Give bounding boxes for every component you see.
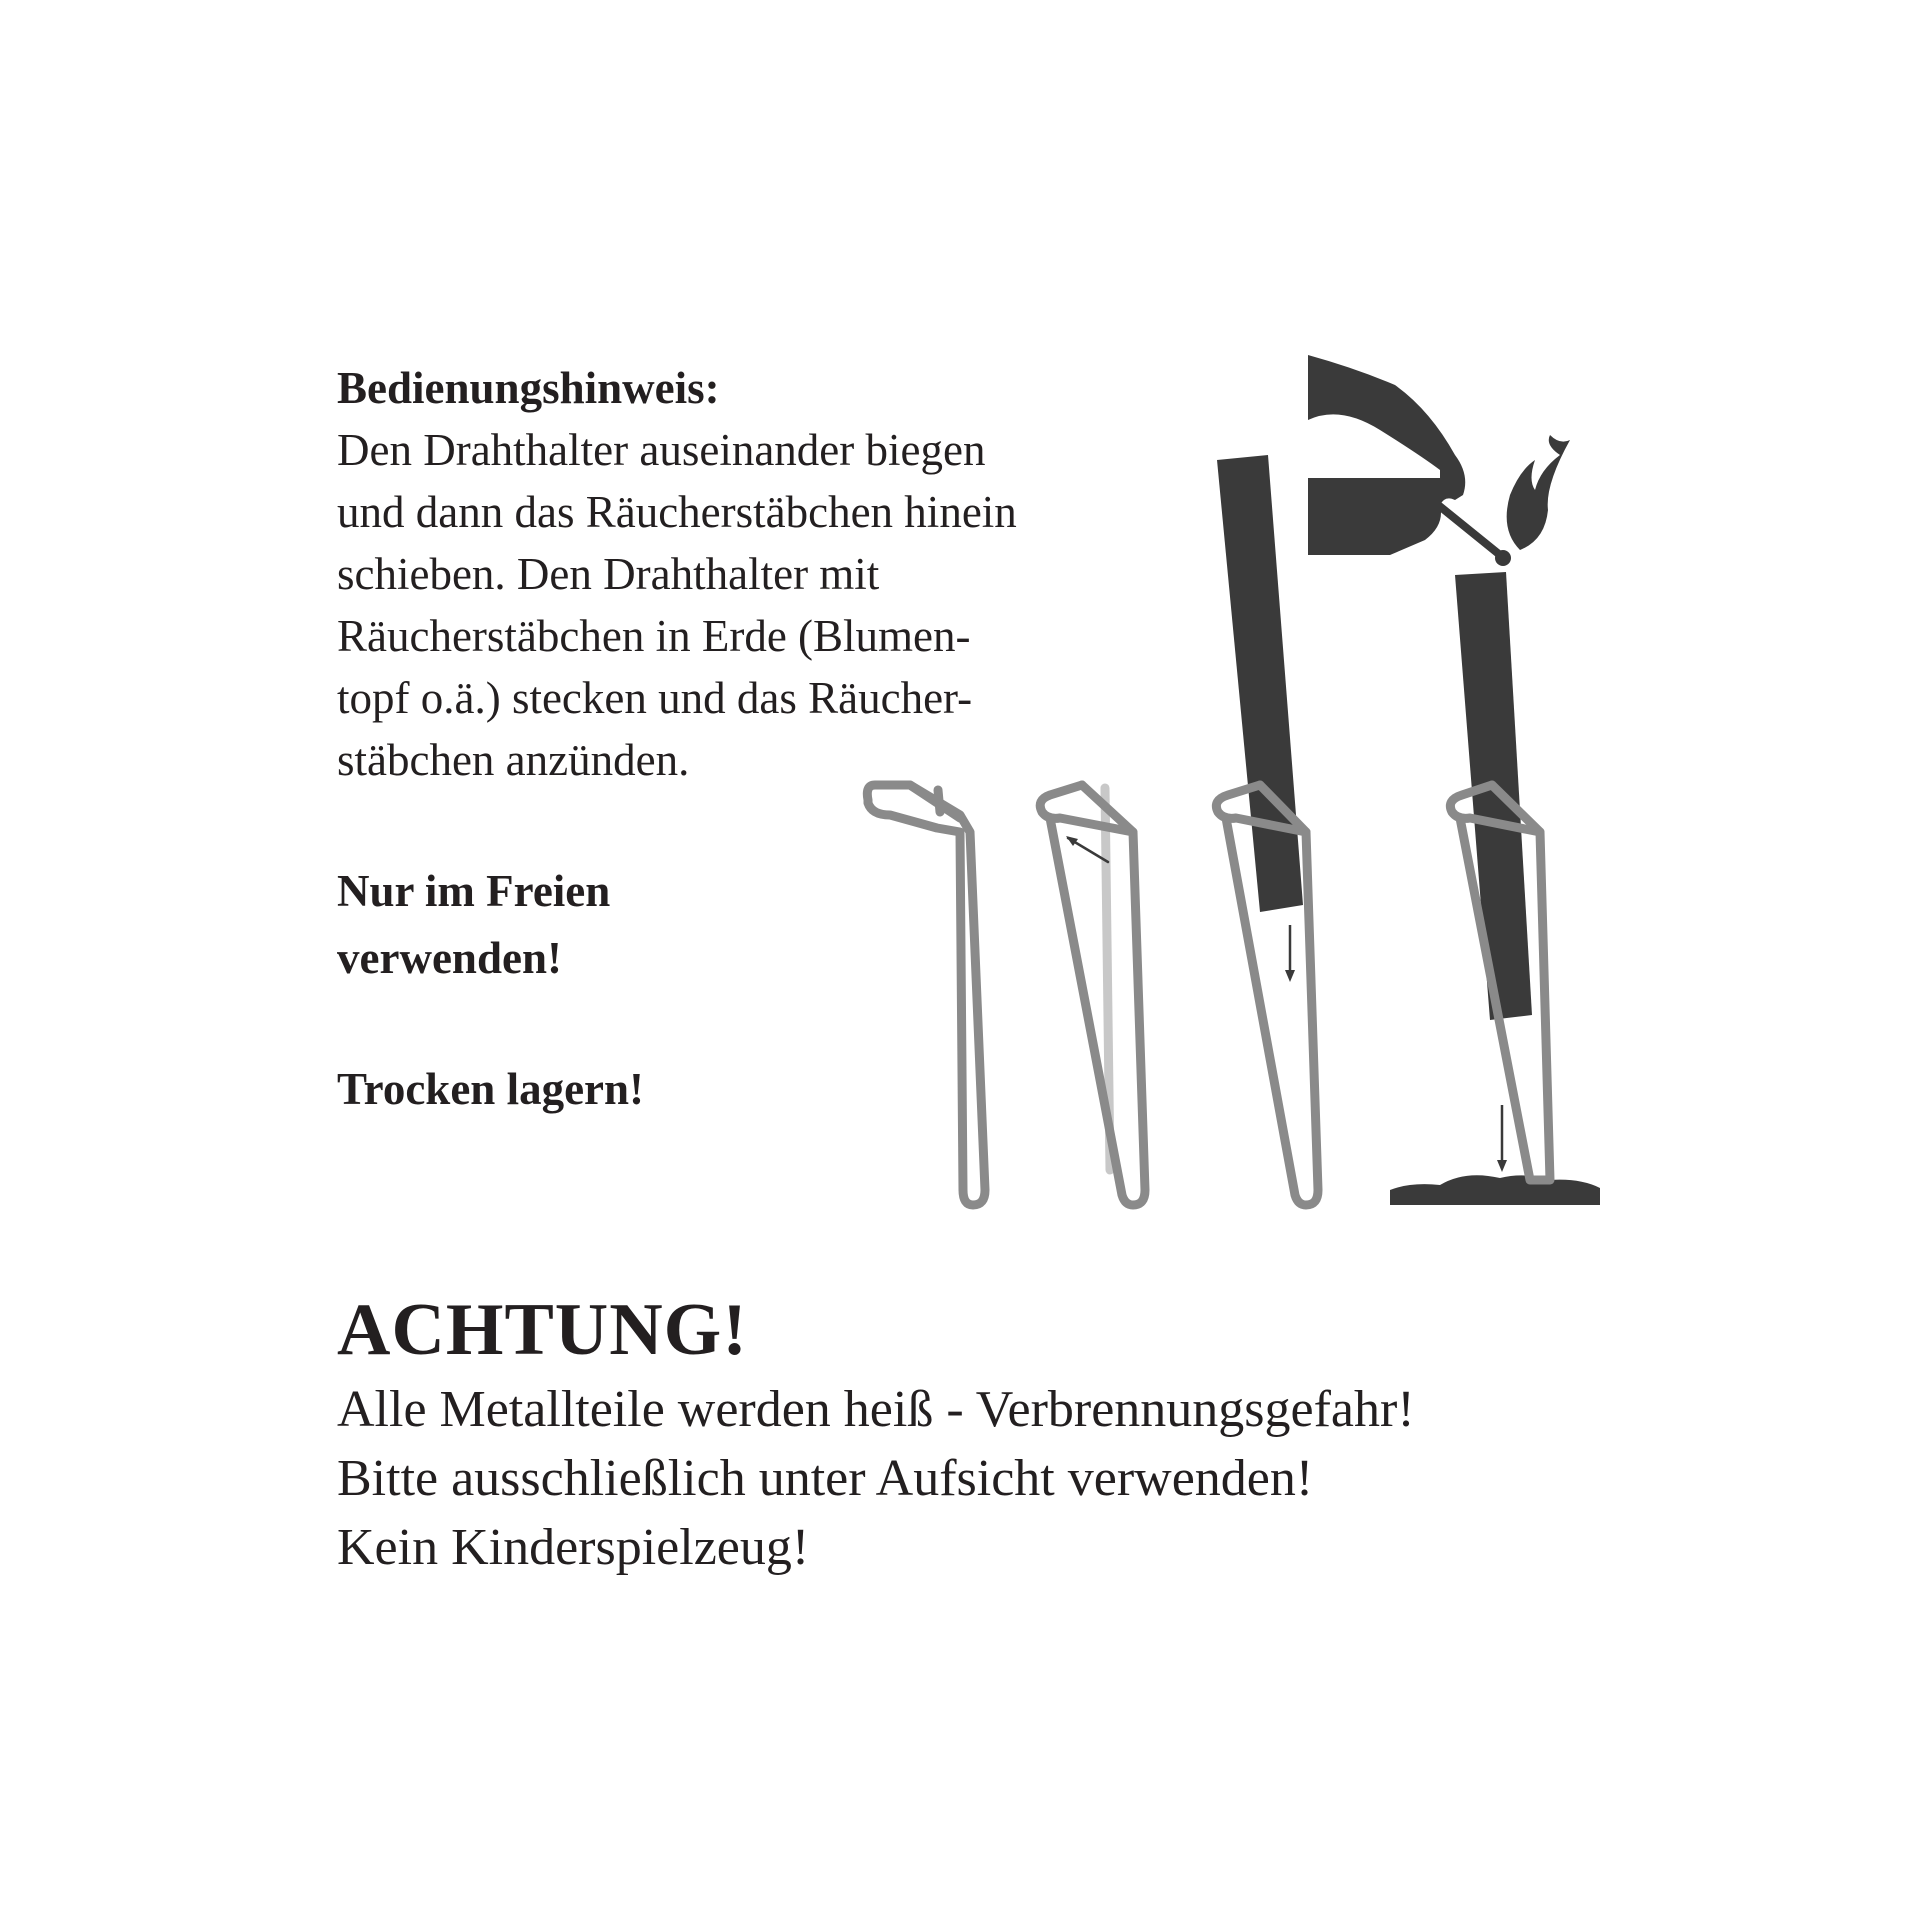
- instructions-heading: Bedienungshinweis:: [337, 363, 720, 413]
- warning-line: Bitte ausschließlich unter Aufsicht verwenden!: [337, 1450, 1314, 1507]
- match-head: [1495, 550, 1511, 566]
- instructions-line: Den Drahthalter auseinander biegen: [337, 425, 986, 475]
- outdoor-notice-line: verwenden!: [337, 933, 562, 983]
- wire-holder-closed-illustration: [867, 785, 985, 1205]
- flame-icon: [1507, 435, 1570, 550]
- instructions-line: stäbchen anzünden.: [337, 735, 690, 785]
- storage-notice-line: Trocken lagern!: [337, 1064, 645, 1114]
- warning-title: ACHTUNG!: [337, 1289, 748, 1371]
- instructions-line: schieben. Den Drahthalter mit: [337, 549, 880, 599]
- stick-in-soil-lit-illustration: [1308, 355, 1600, 1205]
- match: [1432, 500, 1500, 555]
- incense-stick-inserted-illustration: [1216, 455, 1318, 1205]
- instructions-line: und dann das Räucherstäbchen hinein: [337, 487, 1017, 537]
- hand-shape: [1308, 355, 1465, 555]
- soil: [1390, 1175, 1600, 1205]
- wire-holder-opened-illustration: [1040, 785, 1145, 1205]
- instructions-line: Räucherstäbchen in Erde (Blumen-: [337, 611, 971, 661]
- warning-line: Kein Kinderspielzeug!: [337, 1519, 810, 1576]
- outdoor-notice-line: Nur im Freien: [337, 866, 611, 916]
- instructions-line: topf o.ä.) stecken und das Räucher-: [337, 673, 973, 723]
- warning-line: Alle Metallteile werden heiß - Verbrennungsgefahr!: [337, 1381, 1415, 1438]
